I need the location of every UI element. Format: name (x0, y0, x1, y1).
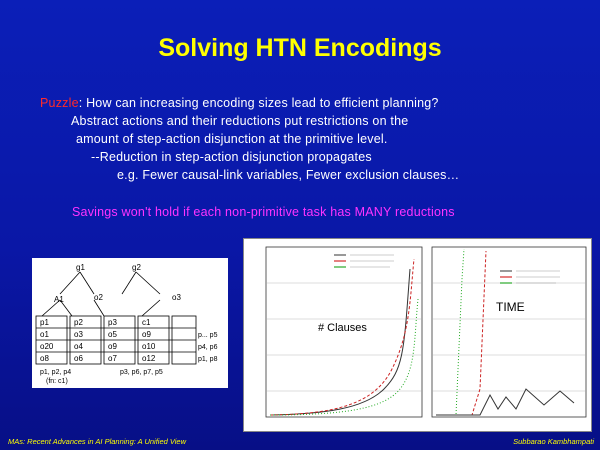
diagram-cell: o20 (40, 342, 54, 351)
diagram-node-g1: g1 (76, 263, 85, 272)
htn-diagram (32, 258, 228, 388)
diagram-cell: o10 (142, 342, 156, 351)
body-line-5: e.g. Fewer causal-link variables, Fewer exclusion clauses… (117, 168, 460, 182)
clauses-curve-green (270, 299, 418, 415)
diagram-right-label: p... p5 (198, 332, 218, 339)
diagram-bottom-label: p1, p2, p4 (40, 369, 72, 376)
plots-figure (244, 239, 591, 431)
diagram-cell: o4 (74, 342, 83, 351)
time-curve-green (436, 249, 464, 415)
diagram-label-o2: o2 (94, 293, 103, 302)
time-label: TIME (496, 300, 525, 314)
plots-panel (243, 238, 592, 432)
diagram-cell: o1 (40, 330, 49, 339)
footer-right: Subbarao Kambhampati (513, 437, 594, 446)
body-line-3: amount of step-action disjunction at the primitive level. (76, 132, 388, 146)
body-line-2: Abstract actions and their reductions put restrictions on the (71, 114, 409, 128)
clauses-label: # Clauses (318, 322, 367, 334)
diagram-cell: o6 (74, 354, 83, 363)
savings-note: Savings won't hold if each non-primitive task has MANY reductions (72, 205, 455, 219)
htn-diagram-panel (32, 258, 228, 388)
diagram-bottom-label: (fn: c1) (46, 378, 68, 385)
footer-left: MAs: Recent Advances in AI Planning: A Unified View (8, 437, 187, 446)
diagram-cell: o9 (108, 342, 117, 351)
diagram-right-label: p4, p6 (198, 344, 218, 351)
diagram-col-c1: c1 (142, 318, 151, 327)
diagram-bottom-label: p3, p6, p7, p5 (120, 369, 163, 376)
time-plot-frame (432, 247, 586, 417)
clauses-curve-black (270, 269, 410, 415)
diagram-cell: o5 (108, 330, 117, 339)
diagram-cell: o3 (74, 330, 83, 339)
diagram-col-p2: p2 (74, 318, 83, 327)
diagram-cell: o8 (40, 354, 49, 363)
diagram-col-p3: p3 (108, 318, 117, 327)
puzzle-line (40, 96, 439, 110)
diagram-cell: o7 (108, 354, 117, 363)
diagram-cell: o9 (142, 330, 151, 339)
diagram-cell: o12 (142, 354, 156, 363)
body-line-4: --Reduction in step-action disjunction propagates (91, 150, 372, 164)
diagram-col-p1: p1 (40, 318, 49, 327)
puzzle-question: : How can increasing encoding sizes lead to efficient planning? (78, 96, 439, 110)
diagram-node-g2: g2 (132, 263, 141, 272)
time-curve-red (436, 251, 486, 415)
diagram-label-o3: o3 (172, 293, 181, 302)
clauses-curve-red (270, 259, 414, 415)
slide-title: Solving HTN Encodings (158, 34, 442, 62)
diagram-label-a1: A1 (54, 295, 64, 304)
puzzle-label: Puzzle (40, 96, 79, 110)
diagram-right-label: p1, p8 (198, 356, 218, 363)
